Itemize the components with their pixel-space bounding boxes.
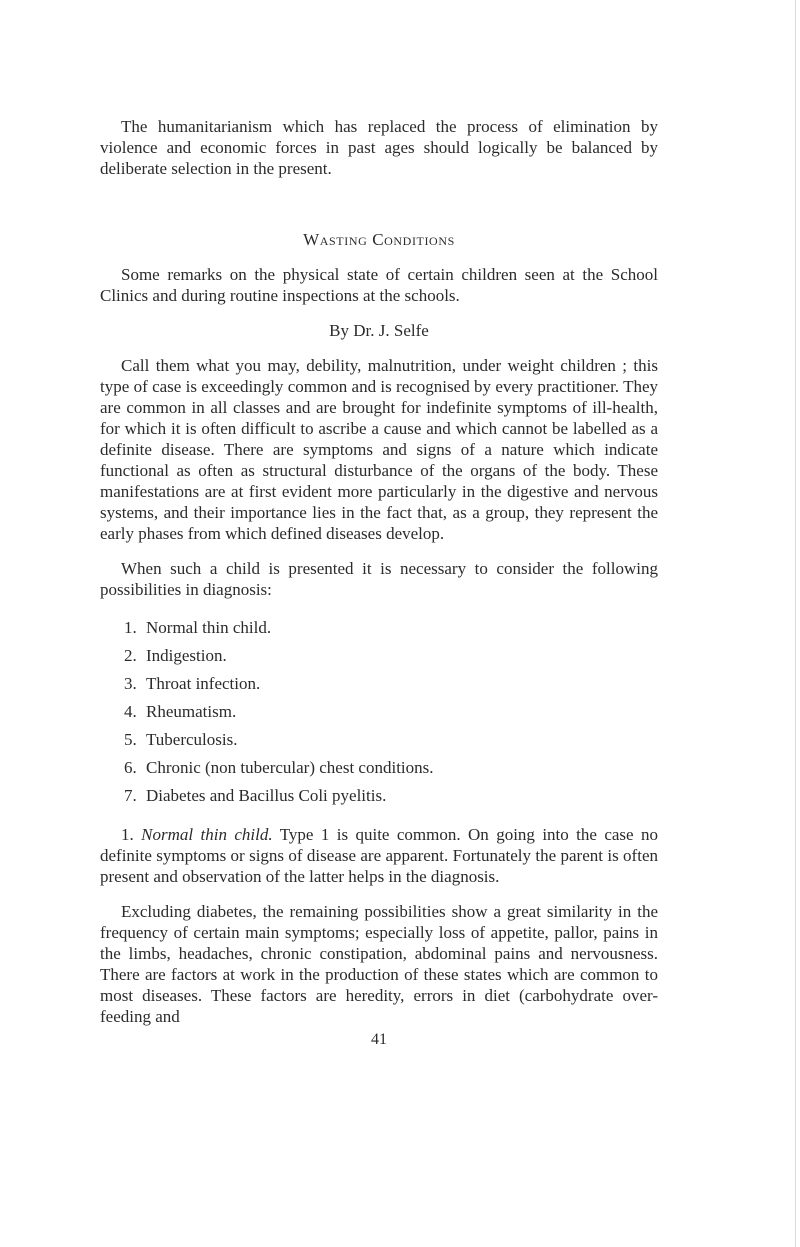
- type1-text: Type 1 is quite common. On going into the case no definite symptoms or signs of disease are apparent. Fortunately the parent is often present and observation of the latter helps in the diagnosis.: [100, 825, 658, 886]
- list-item-number: 7.: [124, 786, 137, 805]
- type1-title: Normal thin child.: [141, 825, 273, 844]
- list-item: [124, 754, 658, 782]
- section-subtitle: Some remarks on the physical state of certain children seen at the School Clinics and during routine inspections at the schools.: [100, 265, 658, 305]
- author-byline: By Dr. J. Selfe: [329, 321, 429, 340]
- diagnosis-list: [100, 614, 658, 810]
- list-item-text: Throat infection.: [146, 674, 261, 693]
- page-number: 41: [371, 1031, 387, 1048]
- document-page: [100, 116, 658, 1050]
- list-item-number: 1.: [124, 618, 137, 637]
- diagnosis-paragraph: When such a child is presented it is necessary to consider the following possibilities in diagnosis:: [100, 559, 658, 599]
- list-item: [124, 614, 658, 642]
- list-item: [124, 698, 658, 726]
- type1-paragraph: [100, 824, 658, 887]
- list-item-text: Indigestion.: [146, 646, 227, 665]
- list-item-text: Tuberculosis.: [146, 730, 238, 749]
- list-item: [124, 782, 658, 810]
- list-item: [124, 726, 658, 754]
- list-item-number: 3.: [124, 674, 137, 693]
- list-item: [124, 670, 658, 698]
- list-item: [124, 642, 658, 670]
- list-item-text: Rheumatism.: [146, 702, 237, 721]
- page-edge-line: [795, 0, 796, 1247]
- list-item-number: 2.: [124, 646, 137, 665]
- section-heading: Wasting Conditions: [303, 230, 455, 249]
- intro-paragraph: Call them what you may, debility, malnutrition, under weight children ; this type of case is exceedingly common and is recognised by every practitioner. They are common in all classes and are brought for indefinite symptoms of ill-health, for which it is often difficult to ascribe a cause and which cannot be labelled as a definite disease. There are symptoms and signs of a nature which indicate functional as often as structural disturbance of the organs of the body. These manifestations are at first evident more particularly in the digestive and nervous systems, and their importance lies in the fact that, as a group, they represent the early phases from which defined diseases develop.: [100, 356, 658, 543]
- excluding-paragraph: Excluding diabetes, the remaining possibilities show a great similarity in the frequency of certain main symptoms; especially loss of appetite, pallor, pains in the limbs, headaches, chronic constipation, abdominal pains and nervousness. There are factors at work in the production of these states which are common to most diseases. These factors are heredity, errors in diet (carbohydrate over-feeding and: [100, 902, 658, 1026]
- opening-paragraph: The humanitarianism which has replaced the process of elimination by violence and economic forces in past ages should logically be balanced by deliberate selection in the present.: [100, 117, 658, 178]
- list-item-number: 4.: [124, 702, 137, 721]
- list-item-number: 5.: [124, 730, 137, 749]
- list-item-text: Normal thin child.: [146, 618, 272, 637]
- list-item-text: Diabetes and Bacillus Coli pyelitis.: [146, 786, 387, 805]
- list-item-number: 6.: [124, 758, 137, 777]
- list-item-text: Chronic (non tubercular) chest conditions.: [146, 758, 434, 777]
- type1-number: 1.: [121, 825, 134, 844]
